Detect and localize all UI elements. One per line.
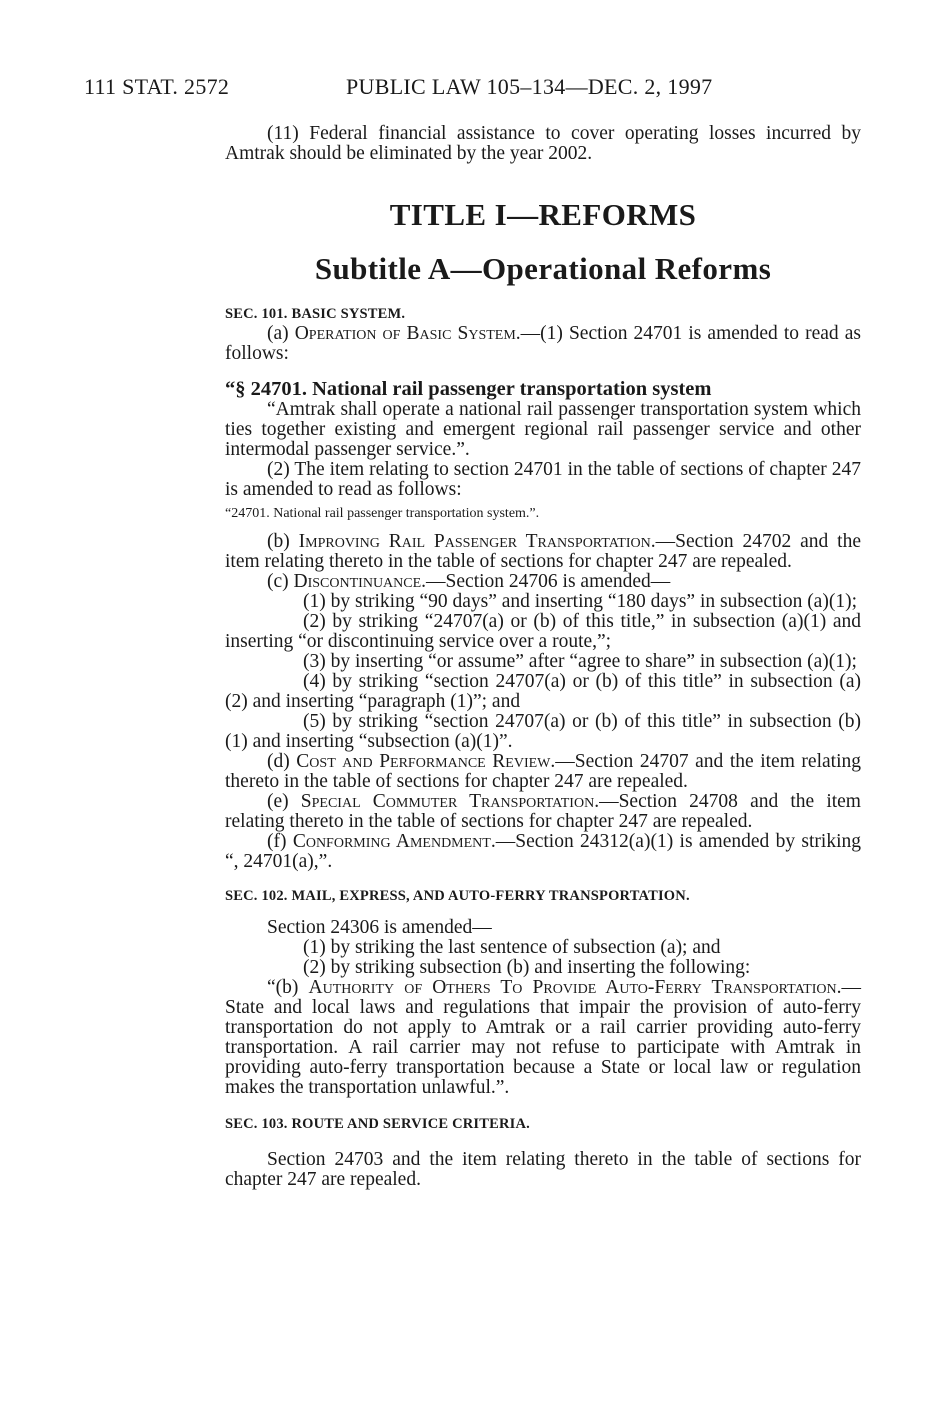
subsection-caption: Operation of Basic System	[294, 323, 516, 344]
subsection-caption: Cost and Performance Review	[296, 751, 551, 772]
sec-102-lead: Section 24306 is amended—	[267, 917, 492, 938]
statute-page-number: 111 STAT. 2572	[84, 74, 230, 99]
subsection-caption: Discontinuance	[293, 571, 422, 592]
sec-101-e: (e) Special Commuter Transportation.—Section 24708 and the item relating thereto in the table of sections for chapter 247 are repealed.	[225, 791, 861, 832]
document-body	[225, 124, 861, 1190]
sec-101-b: (b) Improving Rail Passenger Transportation.—Section 24702 and the item relating thereto in the table of sections for chapter 247 are repealed.	[225, 531, 861, 572]
sec-102-item-1: (1) by striking the last sentence of subsection (a); and	[303, 937, 721, 958]
sec-101-d: (d) Cost and Performance Review.—Section 24707 and the item relating thereto in the table of sections for chapter 247 are repealed.	[225, 751, 861, 792]
subsection-caption: Conforming Amendment	[292, 831, 491, 852]
sec-101-a-2: (2) The item relating to section 24701 in the table of sections of chapter 247 is amended to read as follows:	[225, 459, 861, 500]
sec-101-c-5: (5) by striking “section 24707(a) or (b) of this title” in subsection (b)(1) and inserting “subsection (a)(1)”.	[225, 711, 861, 752]
sec-103-text: Section 24703 and the item relating thereto in the table of sections for chapter 247 are repealed.	[225, 1149, 861, 1190]
sec-101-c-3: (3) by inserting “or assume” after “agree to share” in subsection (a)(1);	[303, 651, 857, 672]
sec-101-f: (f) Conforming Amendment.—Section 24312(a)(1) is amended by striking “, 24701(a),”.	[225, 831, 862, 872]
sec-101-c-2: (2) by striking “24707(a) or (b) of this title,” in subsection (a)(1) and inserting “or discontinuing service over a route,”;	[225, 611, 861, 652]
public-law-citation: PUBLIC LAW 105–134—DEC. 2, 1997	[346, 74, 713, 99]
sec-101-c: (c) Discontinuance.—Section 24706 is amended—	[267, 571, 671, 592]
section-24701-text: “Amtrak shall operate a national rail passenger transportation system which ties together existing and emergent regional rail passenger service and other intermodal passenger service.”.	[225, 399, 861, 460]
subtitle-heading: Subtitle A—Operational Reforms	[314, 251, 772, 286]
subsection-caption: Special Commuter Transportation	[300, 791, 595, 812]
title-heading: TITLE I—REFORMS	[389, 197, 697, 232]
sec-102-item-2: (2) by striking subsection (b) and inserting the following:	[303, 957, 751, 978]
sec-103-heading: SEC. 103. ROUTE AND SERVICE CRITERIA.	[225, 1116, 531, 1132]
sec-101-heading: SEC. 101. BASIC SYSTEM.	[225, 306, 406, 322]
table-of-sections-item: “24701. National rail passenger transportation system.”.	[225, 506, 540, 521]
sec-102-b: “(b) Authority of Others To Provide Auto-Ferry Transportation.—State and local laws and regulations that impair the provision of auto-ferry transportation do not apply to Amtrak or a rail carrier providing auto-ferry transportation. A rail carrier may not refuse to participate with Amtrak in providing auto-ferry transportation because a State or local law or regulation makes the transportation unlawful.”.	[225, 977, 861, 1098]
sec-101-c-4: (4) by striking “section 24707(a) or (b) of this title” in subsection (a)(2) and inserting “paragraph (1)”; and	[225, 671, 861, 712]
sec-101-a: (a) Operation of Basic System.—(1) Section 24701 is amended to read as follows:	[225, 323, 861, 364]
subsection-caption: Authority of Others To Provide Auto-Ferry Transportation	[308, 977, 837, 998]
section-24701-heading: “§ 24701. National rail passenger transportation system	[225, 378, 712, 400]
finding-11: (11) Federal financial assistance to cover operating losses incurred by Amtrak should be eliminated by the year 2002.	[225, 123, 861, 164]
sec-101-c-1: (1) by striking “90 days” and inserting “180 days” in subsection (a)(1);	[303, 591, 857, 612]
subsection-caption: Improving Rail Passenger Transportation	[298, 531, 651, 552]
sec-102-heading: SEC. 102. MAIL, EXPRESS, AND AUTO-FERRY TRANSPORTATION.	[225, 888, 690, 904]
